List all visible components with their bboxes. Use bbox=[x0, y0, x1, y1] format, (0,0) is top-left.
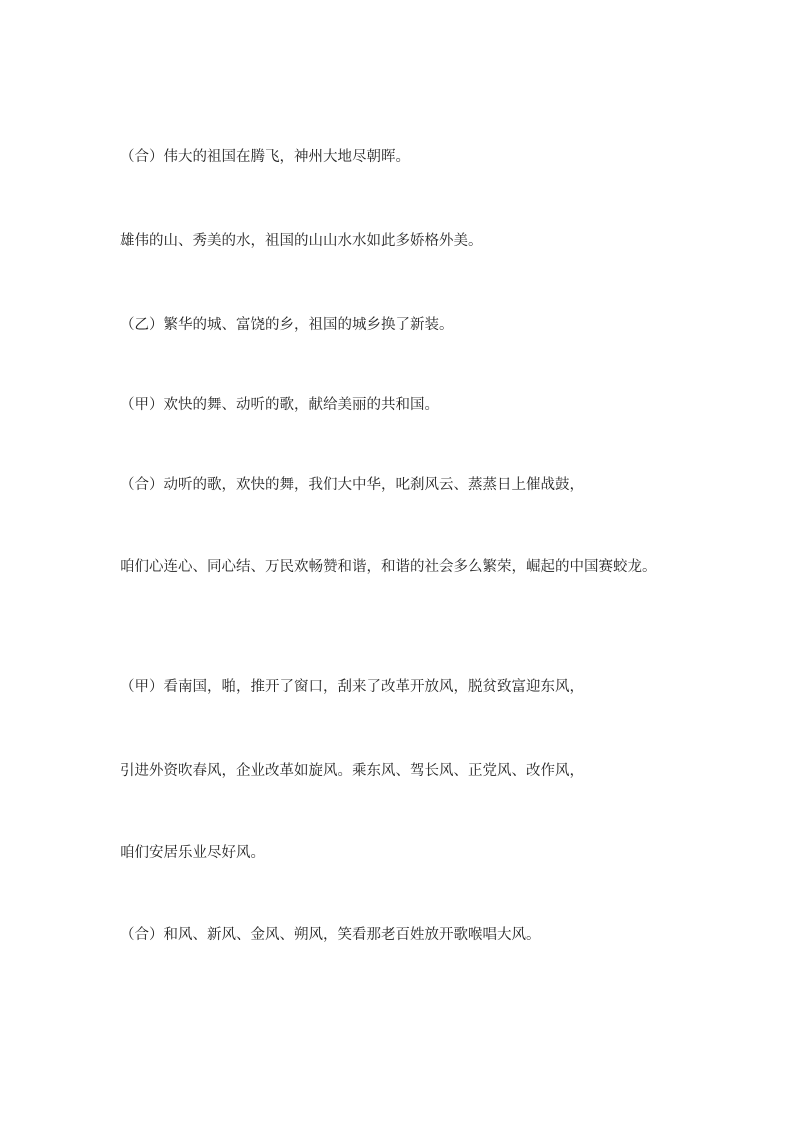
paragraph-line-1: （合）伟大的祖国在腾飞，神州大地尽朝晖。 bbox=[120, 149, 410, 165]
paragraph-line-6: 咱们心连心、同心结、万民欢畅赞和谐，和谐的社会多么繁荣，崛起的中国赛蛟龙。 bbox=[120, 559, 657, 575]
paragraph-line-7: （甲）看南国，啪，推开了窗口，刮来了改革开放风，脱贫致富迎东风， bbox=[120, 679, 584, 695]
paragraph-line-5: （合）动听的歌，欢快的舞，我们大中华，叱刹风云、蒸蒸日上催战鼓， bbox=[120, 477, 584, 493]
paragraph-line-4: （甲）欢快的舞、动听的歌，献给美丽的共和国。 bbox=[120, 397, 439, 413]
paragraph-line-3: （乙）繁华的城、富饶的乡，祖国的城乡换了新装。 bbox=[120, 317, 454, 333]
paragraph-line-2: 雄伟的山、秀美的水，祖国的山山水水如此多娇格外美。 bbox=[120, 233, 483, 249]
paragraph-line-10: （合）和风、新风、金风、朔风，笑看那老百姓放开歌喉唱大风。 bbox=[120, 927, 541, 943]
paragraph-line-8: 引进外资吹春风，企业改革如旋风。乘东风、驾长风、正党风、改作风， bbox=[120, 763, 584, 779]
paragraph-line-9: 咱们安居乐业尽好风。 bbox=[120, 845, 265, 861]
